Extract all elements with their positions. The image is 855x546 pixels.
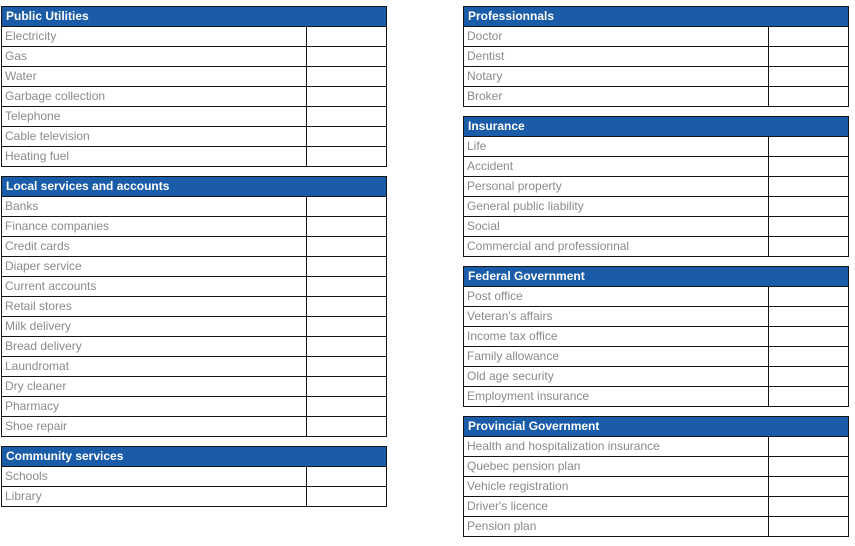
table-row bbox=[464, 456, 848, 476]
row-value-cell[interactable] bbox=[768, 517, 848, 536]
row-label: Pension plan bbox=[467, 519, 537, 533]
row-label: Family allowance bbox=[467, 349, 560, 363]
table-row bbox=[464, 156, 848, 176]
row-label: Driver's licence bbox=[467, 499, 548, 513]
table-row bbox=[464, 346, 848, 366]
table-row bbox=[464, 236, 848, 256]
row-value-cell[interactable] bbox=[306, 47, 386, 66]
row-value-cell[interactable] bbox=[306, 317, 386, 336]
category-table bbox=[463, 266, 849, 407]
row-value-cell[interactable] bbox=[768, 387, 848, 406]
table-row bbox=[464, 326, 848, 346]
row-value-cell[interactable] bbox=[768, 67, 848, 86]
row-value-cell[interactable] bbox=[768, 437, 848, 456]
table-row bbox=[2, 316, 386, 336]
row-label: Water bbox=[5, 69, 37, 83]
row-label: Dry cleaner bbox=[5, 379, 67, 393]
row-value-cell[interactable] bbox=[768, 237, 848, 256]
category-table bbox=[1, 176, 387, 437]
row-label: Broker bbox=[467, 89, 503, 103]
table-row bbox=[464, 496, 848, 516]
row-value-cell[interactable] bbox=[306, 127, 386, 146]
table-row bbox=[2, 356, 386, 376]
table-row bbox=[2, 106, 386, 126]
table-header: Local services and accounts bbox=[2, 177, 386, 196]
row-label: Library bbox=[5, 489, 42, 503]
row-label: Doctor bbox=[467, 29, 503, 43]
row-value-cell[interactable] bbox=[306, 67, 386, 86]
row-value-cell[interactable] bbox=[306, 337, 386, 356]
row-value-cell[interactable] bbox=[306, 27, 386, 46]
left-column bbox=[1, 6, 387, 546]
category-table bbox=[463, 416, 849, 537]
row-label: Electricity bbox=[5, 29, 57, 43]
table-row bbox=[464, 86, 848, 106]
row-label: Income tax office bbox=[467, 329, 558, 343]
table-row bbox=[464, 216, 848, 236]
category-table bbox=[463, 116, 849, 257]
table-row bbox=[2, 216, 386, 236]
table-row bbox=[464, 366, 848, 386]
row-label: Vehicle registration bbox=[467, 479, 569, 493]
table-row bbox=[464, 196, 848, 216]
row-value-cell[interactable] bbox=[306, 277, 386, 296]
table-row bbox=[2, 296, 386, 316]
row-value-cell[interactable] bbox=[306, 397, 386, 416]
table-row bbox=[464, 46, 848, 66]
row-value-cell[interactable] bbox=[306, 217, 386, 236]
table-row bbox=[2, 466, 386, 486]
row-label: Credit cards bbox=[5, 239, 70, 253]
row-value-cell[interactable] bbox=[768, 157, 848, 176]
row-value-cell[interactable] bbox=[768, 47, 848, 66]
row-label: Heating fuel bbox=[5, 149, 70, 163]
table-row bbox=[2, 376, 386, 396]
row-label: Finance companies bbox=[5, 219, 110, 233]
row-label: Banks bbox=[5, 199, 39, 213]
table-row bbox=[2, 336, 386, 356]
row-label: Dentist bbox=[467, 49, 505, 63]
table-row bbox=[464, 176, 848, 196]
row-value-cell[interactable] bbox=[768, 177, 848, 196]
row-value-cell[interactable] bbox=[768, 27, 848, 46]
row-value-cell[interactable] bbox=[768, 87, 848, 106]
category-table bbox=[463, 6, 849, 107]
row-label: Retail stores bbox=[5, 299, 72, 313]
category-table bbox=[1, 6, 387, 167]
table-row bbox=[2, 396, 386, 416]
table-row bbox=[2, 146, 386, 166]
row-value-cell[interactable] bbox=[768, 197, 848, 216]
row-value-cell[interactable] bbox=[768, 137, 848, 156]
row-value-cell[interactable] bbox=[306, 257, 386, 276]
row-label: Telephone bbox=[5, 109, 61, 123]
row-label: Accident bbox=[467, 159, 514, 173]
row-value-cell[interactable] bbox=[768, 327, 848, 346]
row-label: Milk delivery bbox=[5, 319, 72, 333]
table-row bbox=[464, 26, 848, 46]
table-header: Federal Government bbox=[464, 267, 848, 286]
table-row bbox=[2, 196, 386, 216]
table-row bbox=[464, 386, 848, 406]
table-row bbox=[464, 136, 848, 156]
row-label: Health and hospitalization insurance bbox=[467, 439, 660, 453]
table-row bbox=[2, 66, 386, 86]
row-value-cell[interactable] bbox=[768, 307, 848, 326]
row-label: Life bbox=[467, 139, 487, 153]
row-label: Gas bbox=[5, 49, 28, 63]
table-row bbox=[2, 276, 386, 296]
table-header: Community services bbox=[2, 447, 386, 466]
row-value-cell[interactable] bbox=[306, 487, 386, 506]
table-row bbox=[2, 46, 386, 66]
table-row bbox=[2, 86, 386, 106]
row-value-cell[interactable] bbox=[306, 297, 386, 316]
row-label: Cable television bbox=[5, 129, 90, 143]
table-row bbox=[464, 516, 848, 536]
row-value-cell[interactable] bbox=[768, 477, 848, 496]
row-label: Post office bbox=[467, 289, 523, 303]
table-row bbox=[464, 306, 848, 326]
row-label: Garbage collection bbox=[5, 89, 106, 103]
row-value-cell[interactable] bbox=[768, 457, 848, 476]
table-header: Provincial Government bbox=[464, 417, 848, 436]
row-value-cell[interactable] bbox=[306, 147, 386, 166]
row-value-cell[interactable] bbox=[768, 367, 848, 386]
row-value-cell[interactable] bbox=[306, 417, 386, 436]
row-value-cell[interactable] bbox=[306, 237, 386, 256]
category-table bbox=[1, 446, 387, 507]
table-row bbox=[2, 236, 386, 256]
right-column bbox=[463, 6, 849, 546]
row-label: Old age security bbox=[467, 369, 554, 383]
table-row bbox=[2, 26, 386, 46]
row-value-cell[interactable] bbox=[768, 497, 848, 516]
table-row bbox=[464, 66, 848, 86]
row-value-cell[interactable] bbox=[306, 87, 386, 106]
row-label: Notary bbox=[467, 69, 503, 83]
row-value-cell[interactable] bbox=[306, 357, 386, 376]
table-row bbox=[2, 126, 386, 146]
row-value-cell[interactable] bbox=[306, 467, 386, 486]
row-label: Laundromat bbox=[5, 359, 70, 373]
row-label: Shoe repair bbox=[5, 419, 68, 433]
row-value-cell[interactable] bbox=[768, 287, 848, 306]
row-label: Commercial and professionnal bbox=[467, 239, 630, 253]
table-header: Professionnals bbox=[464, 7, 848, 26]
table-row bbox=[2, 416, 386, 436]
row-label: Social bbox=[467, 219, 500, 233]
row-value-cell[interactable] bbox=[768, 217, 848, 236]
table-row bbox=[464, 436, 848, 456]
row-label: Quebec pension plan bbox=[467, 459, 581, 473]
row-label: Pharmacy bbox=[5, 399, 60, 413]
row-value-cell[interactable] bbox=[306, 377, 386, 396]
row-value-cell[interactable] bbox=[768, 347, 848, 366]
row-value-cell[interactable] bbox=[306, 197, 386, 216]
table-row bbox=[2, 256, 386, 276]
row-label: Current accounts bbox=[5, 279, 97, 293]
row-label: General public liability bbox=[467, 199, 584, 213]
table-header: Public Utilities bbox=[2, 7, 386, 26]
row-label: Schools bbox=[5, 469, 48, 483]
table-row bbox=[464, 476, 848, 496]
row-label: Bread delivery bbox=[5, 339, 82, 353]
table-header: Insurance bbox=[464, 117, 848, 136]
row-label: Employment insurance bbox=[467, 389, 590, 403]
table-row bbox=[464, 286, 848, 306]
table-row bbox=[2, 486, 386, 506]
row-value-cell[interactable] bbox=[306, 107, 386, 126]
row-label: Personal property bbox=[467, 179, 562, 193]
row-label: Diaper service bbox=[5, 259, 82, 273]
row-label: Veteran's affairs bbox=[467, 309, 553, 323]
